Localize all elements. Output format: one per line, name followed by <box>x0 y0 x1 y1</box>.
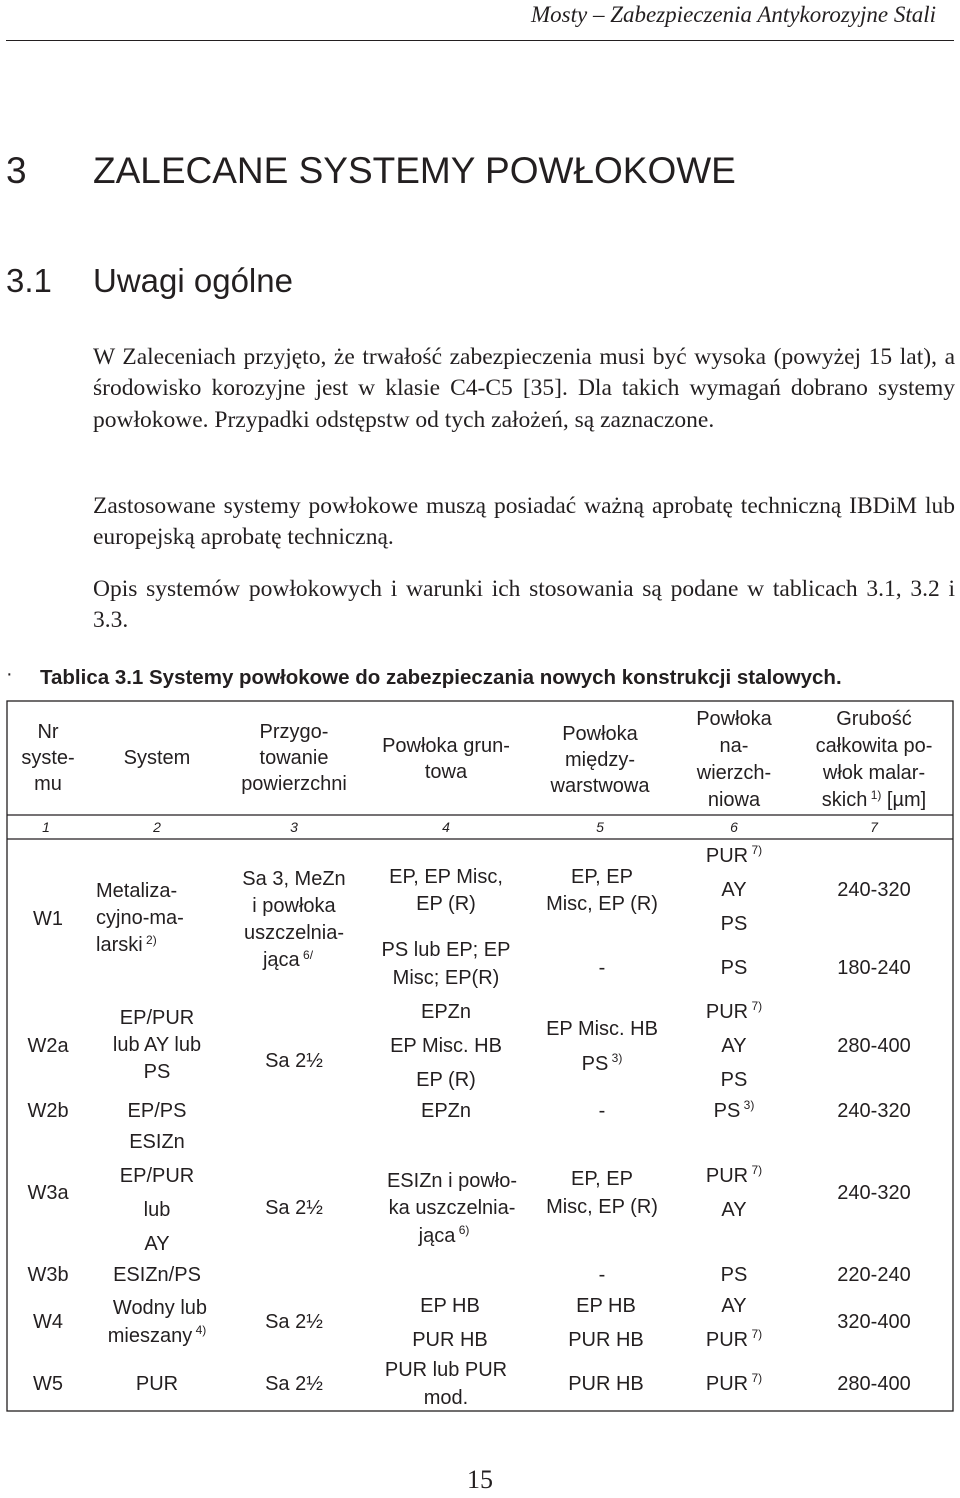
w3a-ground-coat: ESIZn i powło-ka uszczelnia-jąca 6) <box>386 1170 518 1247</box>
row-w1 <box>33 843 911 989</box>
col-number-1: 1 <box>42 819 50 835</box>
w2a-top-coat-ay: AY <box>721 1035 747 1057</box>
header-ground-coat: Powłoka grun-towa <box>382 735 510 783</box>
header-rule <box>6 40 954 41</box>
w1-thickness-alt: 180-240 <box>837 957 911 979</box>
w1-top-coat-pur: PUR 7) <box>705 843 763 867</box>
w2a-prep: Sa 2½ <box>265 1050 323 1072</box>
w5-system: PUR <box>135 1373 179 1395</box>
row-w2b <box>27 1098 910 1122</box>
section-heading <box>6 262 293 300</box>
w2b-intermediate-coat: - <box>598 1100 606 1122</box>
w2a-intermediate-coat: EP Misc. HB <box>546 1018 658 1040</box>
w4-top-coat-ay: AY <box>721 1295 747 1317</box>
header-intermediate-coat: Powłoka między-warstwowa <box>550 723 650 797</box>
w5-id: W5 <box>33 1373 63 1395</box>
w4-prep: Sa 2½ <box>265 1311 323 1333</box>
w1-thickness: 240-320 <box>837 879 911 901</box>
w3a-top-coat-pur: PUR 7) <box>705 1163 763 1187</box>
w2a-intermediate-coat-ps: PS 3) <box>581 1051 623 1075</box>
w3b-top-coat: PS <box>720 1264 748 1286</box>
w2b-system: EP/PS <box>127 1100 187 1122</box>
chapter-title: ZALECANE SYSTEMY POWŁOKOWE <box>93 150 736 191</box>
w3b-thickness: 220-240 <box>837 1264 911 1286</box>
table-header <box>21 708 932 811</box>
header-top-coat: Powłoka na-wierzch-niowa <box>696 708 772 811</box>
w5-thickness: 280-400 <box>837 1373 911 1395</box>
w1-top-coat-ay: AY <box>721 879 747 901</box>
w5-top-coat: PUR 7) <box>705 1371 763 1395</box>
w1-system: Metaliza-cyjno-ma-larski 2) <box>96 880 184 956</box>
col-number-5: 5 <box>596 819 604 835</box>
header-system: System <box>123 747 191 769</box>
w3a-thickness: 240-320 <box>837 1182 911 1204</box>
w4-ground-coat: EP HB PUR HB <box>412 1295 488 1351</box>
paragraph-intro: W Zaleceniach przyjęto, że trwałość zabezpieczenia musi być wysoka (powyżej 15 lat), a środowisko korozyjne jest w klasie C4-C5 [35]. Dla takich wymagań dobrano systemy powłokowe. Przypadki odstępstw od tych założeń, są zaznaczone. <box>93 344 955 433</box>
table-caption: Tablica 3.1 Systemy powłokowe do zabezpieczania nowych konstrukcji stalowych. <box>40 666 842 689</box>
col-number-6: 6 <box>730 819 738 835</box>
w2a-id: W2a <box>27 1035 69 1057</box>
w4-system: Wodny lub mieszany 4) <box>107 1297 208 1347</box>
w2b-id: W2b <box>27 1100 69 1122</box>
w2a-thickness: 280-400 <box>837 1035 911 1057</box>
w4-thickness: 320-400 <box>837 1311 911 1333</box>
w2a-ground-coat: EPZn EP Misc. HB EP (R) <box>390 1001 502 1091</box>
col-number-7: 7 <box>870 819 878 835</box>
w1-ground-coat: EP, EP Misc, EP (R) <box>389 866 503 915</box>
header-prep: Przygo-towanie powierzchni <box>241 721 347 795</box>
w4-id: W4 <box>33 1311 63 1333</box>
coating-systems-table <box>6 700 954 1417</box>
row-w3b <box>27 1264 910 1286</box>
w1-top-coat-ps: PS <box>720 913 748 935</box>
w1-intermediate-coat: EP, EP Misc, EP (R) <box>546 866 658 915</box>
running-header: Mosty – Zabezpieczenia Antykorozyjne Stali <box>531 2 936 27</box>
column-numbers <box>42 819 879 835</box>
col-number-4: 4 <box>442 819 450 835</box>
w1-prep: Sa 3, MeZn i powłoka uszczelnia-jąca 6/ <box>242 868 346 971</box>
w4-intermediate-coat: EP HB PUR HB <box>568 1295 644 1351</box>
header-nr: Nr syste-mu <box>21 721 75 795</box>
w3a-id: W3a <box>27 1182 69 1204</box>
w3b-id: W3b <box>27 1264 69 1286</box>
row-w3a <box>27 1131 910 1255</box>
w2a-system: EP/PUR lub AY lub PS <box>112 1007 202 1083</box>
w5-ground-coat: PUR lub PUR mod. <box>384 1359 508 1409</box>
w1-id: W1 <box>33 908 63 930</box>
w3b-intermediate-coat: - <box>598 1264 606 1286</box>
header-thickness: Grubość całkowita po-włok malar-skich 1) [µm] <box>815 708 933 811</box>
row-w2a <box>27 999 910 1091</box>
w5-prep: Sa 2½ <box>265 1373 323 1395</box>
w3a-system: ESIZn EP/PUR lub AY <box>119 1131 195 1255</box>
w1-ground-coat-alt: PS lub EP; EP Misc; EP(R) <box>381 939 511 989</box>
w3a-prep: Sa 2½ <box>265 1197 323 1219</box>
chapter-number: 3 <box>6 150 27 191</box>
row-w5 <box>33 1359 911 1409</box>
w2a-top-coat-ps: PS <box>720 1069 748 1091</box>
w1-top-coat-alt: PS <box>720 957 748 979</box>
section-title: Uwagi ogólne <box>93 262 293 299</box>
w2b-top-coat: PS 3) <box>713 1098 755 1122</box>
col-number-3: 3 <box>290 819 298 835</box>
w5-intermediate-coat: PUR HB <box>568 1373 644 1395</box>
w3b-system: ESIZn/PS <box>113 1264 201 1286</box>
page-number: 15 <box>467 1465 493 1494</box>
w4-top-coat-pur: PUR 7) <box>705 1327 763 1351</box>
section-number: 3.1 <box>6 262 52 299</box>
w3a-top-coat-ay: AY <box>721 1199 747 1221</box>
paragraph-tables-ref: Opis systemów powłokowych i warunki ich stosowania są podane w tablicach 3.1, 3.2 i 3.3. <box>93 576 955 634</box>
caption-bullet: · <box>6 663 13 685</box>
w2a-top-coat-pur: PUR 7) <box>705 999 763 1023</box>
paragraph-approval: Zastosowane systemy powłokowe muszą posiadać ważną aprobatę techniczną IBDiM lub europejską aprobatę techniczną. <box>93 493 955 551</box>
w2b-ground-coat: EPZn <box>420 1100 472 1122</box>
row-w4 <box>33 1295 911 1351</box>
w3a-intermediate-coat: EP, EP Misc, EP (R) <box>546 1168 658 1218</box>
chapter-heading <box>6 150 736 192</box>
w1-intermediate-coat-alt: - <box>598 957 606 979</box>
col-number-2: 2 <box>153 819 161 835</box>
w2b-thickness: 240-320 <box>837 1100 911 1122</box>
